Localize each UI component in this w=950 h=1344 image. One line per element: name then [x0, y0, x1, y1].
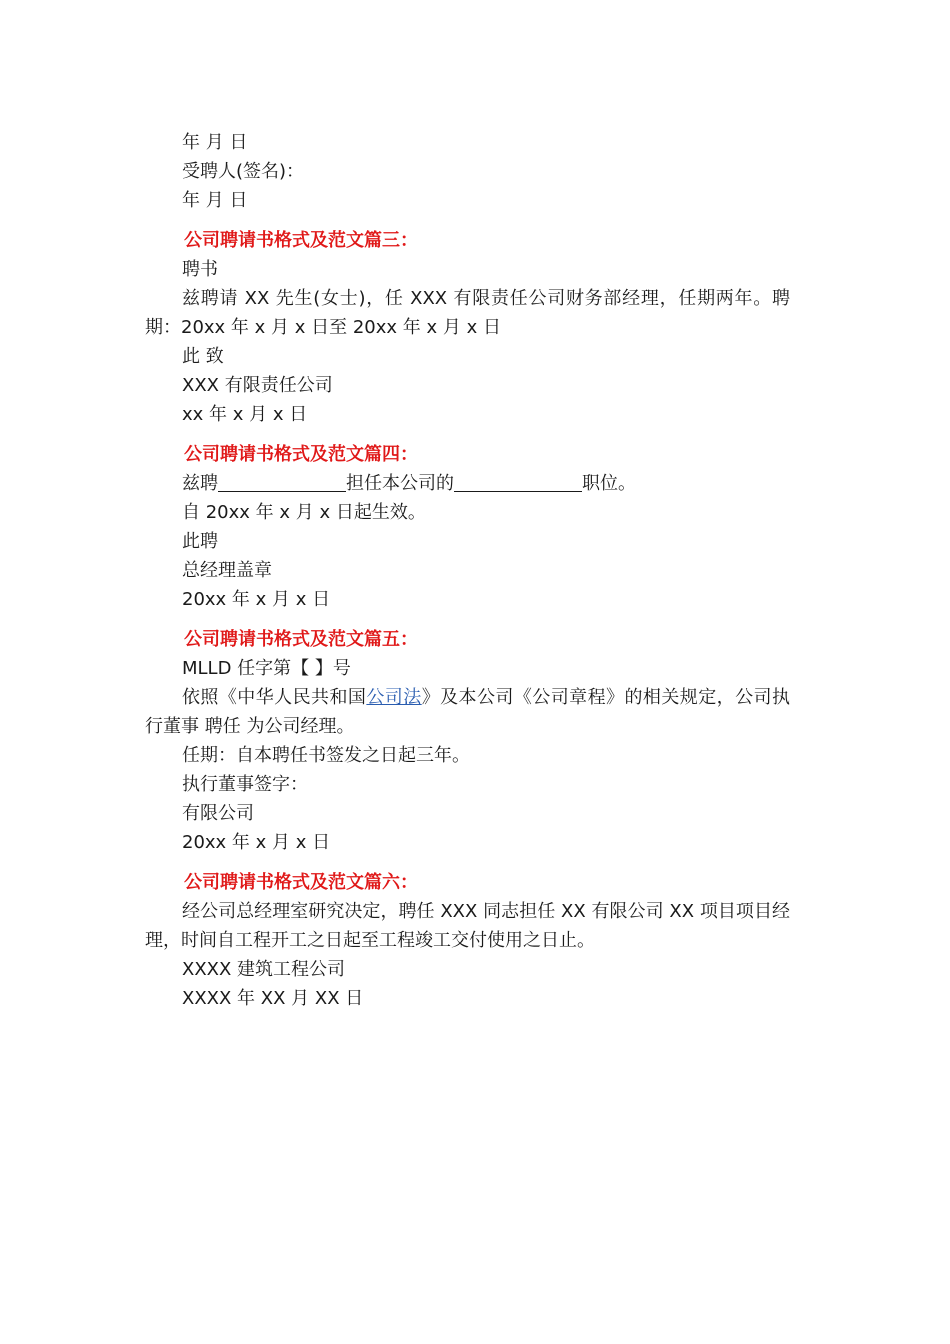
letter-body: 兹聘请 XX 先生(女士)，任 XXX 有限责任公司财务部经理，任期两年。聘期：20xx 年 x 月 x 日至 20xx 年 x 月 x 日: [145, 288, 790, 338]
document-page: [145, 128, 790, 1013]
term-line: 任期：自本聘任书签发之日起三年。: [182, 745, 470, 766]
section-heading-4: 公司聘请书格式及范文篇四：: [184, 444, 418, 465]
body-text: 依照《中华人民共和国: [182, 687, 367, 708]
date-line: 年 月 日: [182, 190, 248, 211]
body-text: 担任本公司的: [346, 473, 454, 494]
company-name: XXXX 建筑工程公司: [182, 959, 346, 980]
company-name: 有限公司: [182, 803, 254, 824]
letter-date: 20xx 年 x 月 x 日: [182, 589, 331, 610]
letter-closing: 此 致: [182, 346, 224, 367]
blank-field: [454, 473, 582, 492]
letter-body: [145, 469, 790, 498]
section-heading-3: 公司聘请书格式及范文篇三：: [184, 230, 418, 251]
company-name: XXX 有限责任公司: [182, 375, 333, 396]
company-law-link[interactable]: 公司法: [366, 687, 422, 708]
letter-title: 聘书: [182, 259, 218, 280]
seal-line: 总经理盖章: [182, 560, 272, 581]
section-heading-5: 公司聘请书格式及范文篇五：: [184, 629, 418, 650]
body-text: 兹聘: [182, 473, 218, 494]
letter-closing: 此聘: [182, 531, 218, 552]
effective-date: 自 20xx 年 x 月 x 日起生效。: [182, 502, 426, 523]
blank-field: [218, 473, 346, 492]
letter-body: 经公司总经理室研究决定，聘任 XXX 同志担任 XX 有限公司 XX 项目项目经理，时间自工程开工之日起至工程竣工交付使用之日止。: [145, 901, 790, 951]
letter-date: XXXX 年 XX 月 XX 日: [182, 988, 364, 1009]
body-text: 职位。: [582, 473, 636, 494]
date-line: 年 月 日: [182, 132, 248, 153]
signature-line: 执行董事签字：: [182, 774, 308, 795]
letter-date: xx 年 x 月 x 日: [182, 404, 308, 425]
reference-number: MLLD 任字第【 】号: [182, 658, 351, 679]
signee-line: 受聘人(签名)：: [182, 161, 305, 182]
body-text: 》及本公司《公司章程》的相关规定，公司执行董事 聘任 为公司经理。: [145, 687, 790, 737]
letter-date: 20xx 年 x 月 x 日: [182, 832, 331, 853]
letter-body: [145, 683, 790, 741]
section-heading-6: 公司聘请书格式及范文篇六：: [184, 872, 418, 893]
